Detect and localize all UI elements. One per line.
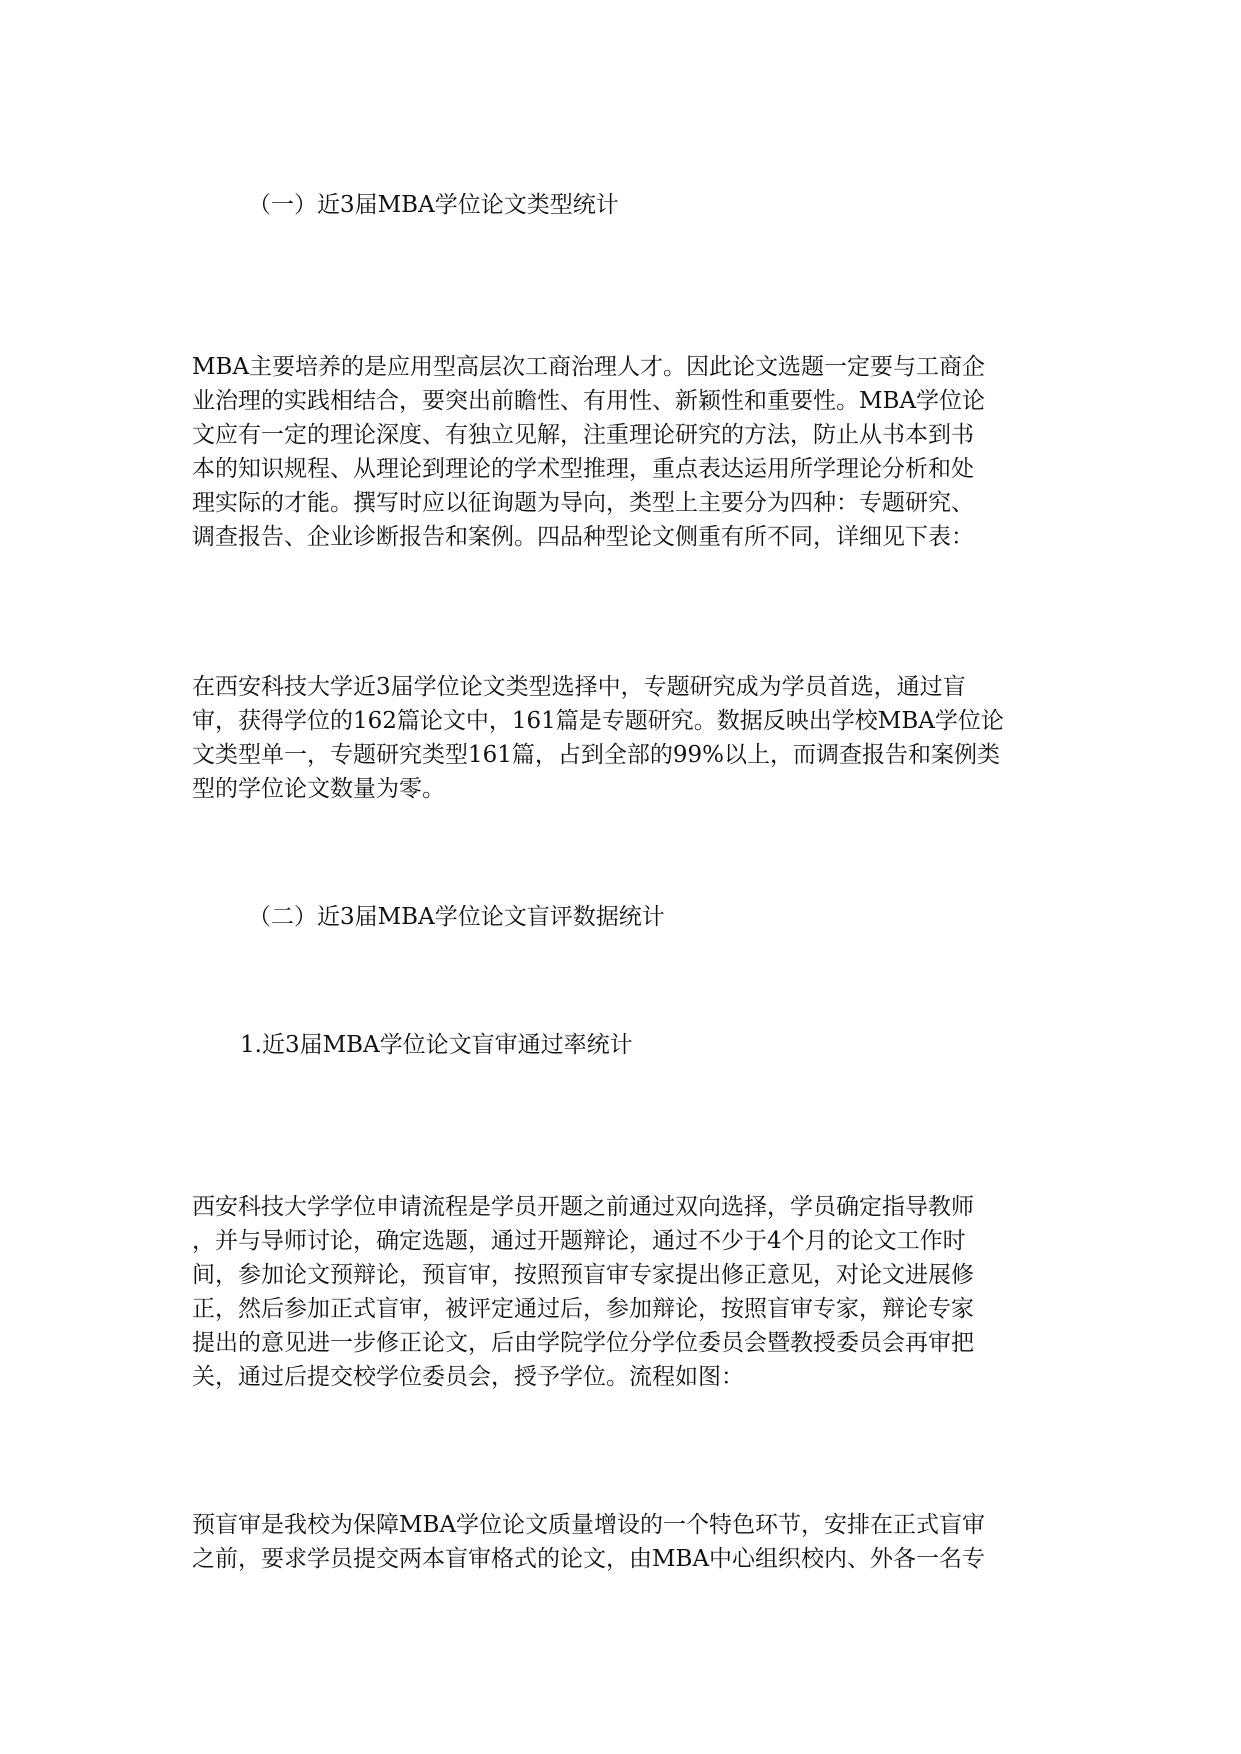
paragraph-line: 审，获得学位的162篇论文中，161篇是专题研究。数据反映出学校MBA学位论 [192,708,1004,734]
paragraph-line: 文类型单一，专题研究类型161篇，占到全部的99%以上，而调查报告和案例类 [192,742,1001,768]
paragraph-line: 正，然后参加正式盲审，被评定通过后，参加辩论，按照盲审专家，辩论专家 [192,1296,974,1322]
paragraph-line: 西安科技大学学位申请流程是学员开题之前通过双向选择，学员确定指导教师 [192,1194,974,1220]
section-heading-2: （二）近3届MBA学位论文盲评数据统计 [248,904,665,930]
paragraph-line: 调查报告、企业诊断报告和案例。四品种型论文侧重有所不同，详细见下表： [192,524,974,550]
paragraph-line: 提出的意见进一步修正论文，后由学院学位分学位委员会暨教授委员会再审把 [192,1330,974,1356]
paragraph-line: 关，通过后提交校学位委员会，授予学位。流程如图： [192,1364,744,1390]
paragraph-line: ，并与导师讨论，确定选题，通过开题辩论，通过不少于4个月的论文工作时 [192,1228,966,1254]
paragraph-line: 之前，要求学员提交两本盲审格式的论文，由MBA中心组织校内、外各一名专 [192,1546,986,1572]
paragraph-line: 型的学位论文数量为零。 [192,776,445,802]
paragraph-line: 间，参加论文预辩论，预盲审，按照预盲审专家提出修正意见，对论文进展修 [192,1262,974,1288]
paragraph-line: 业治理的实践相结合，要突出前瞻性、有用性、新颖性和重要性。MBA学位论 [192,388,986,414]
paragraph-line: 本的知识规程、从理论到理论的学术型推理，重点表达运用所学理论分析和处 [192,456,974,482]
subsection-heading-1: 1.近3届MBA学位论文盲审通过率统计 [240,1032,633,1058]
paragraph-4 [192,1508,1052,1576]
paragraph-line: 文应有一定的理论深度、有独立见解，注重理论研究的方法，防止从书本到书 [192,422,974,448]
paragraph-line: 预盲审是我校为保障MBA学位论文质量增设的一个特色环节，安排在正式盲审 [192,1512,986,1538]
paragraph-line: MBA主要培养的是应用型高层次工商治理人才。因此论文选题一定要与工商企 [192,354,986,380]
paragraph-1 [192,350,1052,554]
paragraph-2 [192,670,1052,806]
paragraph-3 [192,1190,1052,1394]
paragraph-line: 在西安科技大学近3届学位论文类型选择中，专题研究成为学员首选，通过盲 [192,674,966,700]
paragraph-line: 理实际的才能。撰写时应以征询题为导向，类型上主要分为四种：专题研究、 [192,490,974,516]
section-heading-1: （一）近3届MBA学位论文类型统计 [248,192,619,218]
